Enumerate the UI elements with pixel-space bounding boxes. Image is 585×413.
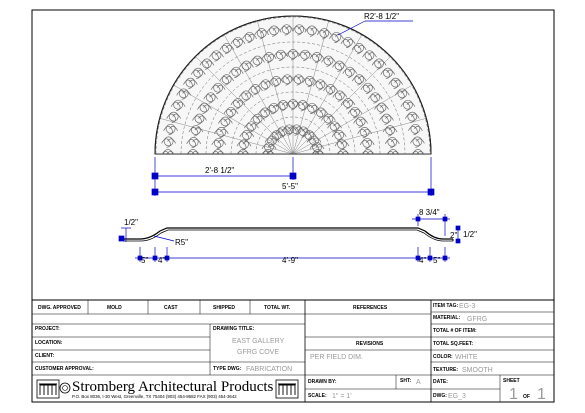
type-dwg-label: TYPE DWG: <box>213 366 242 372</box>
profile-dim-right-b: 1/2" <box>463 230 477 239</box>
total-wt-label: TOTAL WT. <box>264 305 291 311</box>
drawing-title-line-2: GFRG COVE <box>237 349 280 356</box>
color-label: COLOR: <box>433 354 453 360</box>
profile-section <box>123 228 453 241</box>
width-dim-text: 5'-5" <box>282 182 298 191</box>
dwg-label: DWG: <box>433 393 447 399</box>
of-label: OF <box>523 394 530 400</box>
profile-dim-radius: R5" <box>175 238 189 247</box>
drawing-title-label: DRAWING TITLE: <box>213 326 255 332</box>
sht-value: A <box>416 379 421 386</box>
profile-dim-right-c: 4" <box>419 256 427 265</box>
type-dwg-value: FABRICATION <box>246 366 293 373</box>
revisions-label: REVISIONS <box>356 341 384 347</box>
mold-label: MOLD <box>107 305 122 311</box>
sheet-label: SHEET <box>503 378 520 384</box>
drawing-title-line-1: EAST GALLERY <box>232 338 285 345</box>
profile-dim-left-a: 5" <box>141 256 149 265</box>
arch-ornament <box>155 16 431 160</box>
profile-dim-center: 4'-9" <box>282 256 298 265</box>
texture-value: SMOOTH <box>462 367 493 374</box>
total-items-label: TOTAL # OF ITEM: <box>433 328 477 334</box>
material-label: MATERIAL: <box>433 315 461 321</box>
profile-dim-right-a: 2" <box>450 231 458 240</box>
company-address: P.O. Box 8036, I-30 West, Greenville, TX 75404 (903) 454-8682 FAX (903) 454-3642 <box>72 394 237 399</box>
client-label: CLIENT: <box>35 353 55 359</box>
sheet-total: 1 <box>537 386 546 403</box>
cast-label: CAST <box>164 305 178 311</box>
item-tag-value: EG-3 <box>459 303 476 310</box>
dwg-approved-label: DWG. APPROVED <box>38 305 81 311</box>
dwg-value: EG_3 <box>448 393 466 400</box>
scale-value: 1" = 1' <box>332 393 352 400</box>
profile-dim-left-b: 4" <box>158 256 166 265</box>
profile-dim-right-d: 5" <box>433 256 441 265</box>
shipped-label: SHIPPED <box>213 305 235 311</box>
color-value: WHITE <box>455 354 478 361</box>
item-tag-label: ITEM TAG: <box>433 303 459 309</box>
sheet-number: 1 <box>509 386 518 403</box>
drawn-by-label: DRAWN BY: <box>308 379 337 385</box>
profile-dim-top-left: 1/2" <box>124 218 138 227</box>
sht-label: SHT: <box>400 378 412 384</box>
radius-label: R2'-8 1/2" <box>364 12 400 21</box>
revision-entry-1: PER FIELD DIM. <box>310 354 363 361</box>
material-value: GFRG <box>467 316 488 323</box>
radius-dim-text: 2'-8 1/2" <box>205 166 235 175</box>
scale-label: SCALE: <box>308 393 327 399</box>
customer-approval-label: CUSTOMER APPROVAL: <box>35 366 94 372</box>
texture-label: TEXTURE: <box>433 367 458 373</box>
total-sqft-label: TOTAL SQ.FEET: <box>433 341 474 347</box>
project-label: PROJECT: <box>35 326 60 332</box>
date-label: DATE: <box>433 379 448 385</box>
company-name: Stromberg Architectural Products <box>72 379 274 395</box>
profile-dimensions <box>119 214 460 262</box>
location-label: LOCATION: <box>35 340 63 346</box>
references-label: REFERENCES <box>353 305 388 311</box>
profile-dim-depth: 8 3/4" <box>419 208 440 217</box>
